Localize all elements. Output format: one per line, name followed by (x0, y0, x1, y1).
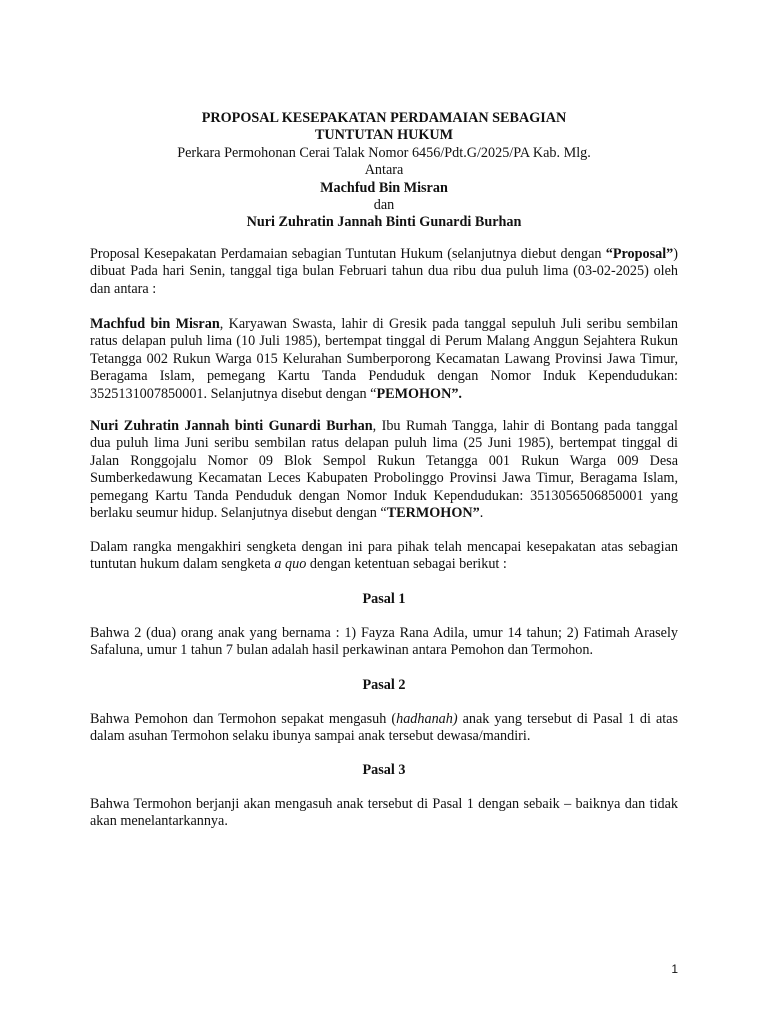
pasal-2-text: Bahwa Pemohon dan Termohon sepakat mengasuh ( (90, 711, 397, 727)
hadhanah-term: hadhanah) (396, 711, 458, 727)
agreement-text: dengan ketentuan sebagai berikut : (306, 556, 507, 573)
pemohon-paragraph (90, 316, 678, 403)
pemohon-text: , Karyawan Swasta, lahir di Gresik pada tanggal sepuluh Juli seribu sembilan (219, 316, 678, 332)
pasal-2-line-2: dalam asuhan Termohon selaku ibunya sampai anak tersebut dewasa/mandiri. (90, 728, 531, 745)
agreement-text: tuntutan hukum dalam sengketa (90, 556, 275, 573)
termohon-line-6 (90, 505, 678, 522)
pasal-2-heading: Pasal 2 (362, 677, 406, 693)
termohon-line-2: dua puluh lima Juni seribu sembilan ratus delapan puluh lima (25 Juni 1985), bertempat tinggal di (90, 435, 678, 452)
pemohon-line-1 (90, 316, 678, 333)
termohon-line-3: Jalan Ronggojalu Nomor 09 Blok Sempol Rukun Tetangga 001 Rukun Warga 009 Desa (90, 452, 678, 469)
agreement-line-2 (90, 556, 678, 573)
pemohon-line-3: Tetangga 002 Rukun Warga 015 Kelurahan Sumberporong Kecamatan Lawang Provinsi Jawa Timur, (90, 350, 678, 367)
pasal-3-line-1: Bahwa Termohon berjanji akan mengasuh anak tersebut di Pasal 1 dengan sebaik – baiknya dan tidak (90, 796, 678, 812)
intro-paragraph (90, 246, 678, 298)
termohon-name: Nuri Zuhratin Jannah binti Gunardi Burhan (90, 418, 373, 434)
title-line-1: PROPOSAL KESEPAKATAN PERDAMAIAN SEBAGIAN (201, 110, 567, 126)
pasal-2-paragraph (90, 711, 678, 746)
intro-line-2: dibuat Pada hari Senin, tanggal tiga bulan Februari tahun dua ribu dua puluh lima (03-02-2025) oleh (90, 263, 678, 280)
termohon-text: , Ibu Rumah Tangga, lahir di Bontang pada tanggal (372, 418, 678, 434)
pasal-3-heading: Pasal 3 (362, 762, 406, 778)
termohon-text: berlaku seumur hidup. Selanjutnya disebut dengan “ (90, 505, 387, 522)
between-label: Antara (364, 162, 404, 179)
intro-line-1 (90, 246, 678, 263)
and-label: dan (373, 197, 395, 214)
pemohon-line-5 (90, 386, 678, 403)
pasal-2-line-1 (90, 711, 678, 728)
intro-line-3: dan antara : (90, 280, 157, 297)
termohon-text: . (479, 505, 484, 522)
termohon-label: TERMOHON” (386, 505, 480, 522)
agreement-line-1: Dalam rangka mengakhiri sengketa dengan ini para pihak telah mencapai kesepakatan atas sebagian (90, 539, 678, 555)
party-2-name: Nuri Zuhratin Jannah Binti Gunardi Burhan (246, 214, 522, 231)
proposal-term: “Proposal” (605, 246, 674, 262)
pemohon-line-2: ratus delapan puluh lima (10 Juli 1985), bertempat tinggal di Perum Malang Anggun Sejahtera Rukun (90, 333, 678, 350)
page-number: 1 (671, 962, 678, 976)
termohon-line-5: pemegang Kartu Tanda Penduduk dengan Nomor Induk Kependudukan: 3513056506850001 yang (90, 487, 678, 504)
pemohon-text: 3525131007850001. Selanjutnya disebut dengan “ (90, 385, 377, 402)
pasal-1-line-1: Bahwa 2 (dua) orang anak yang bernama : 1) Fayza Rana Adila, umur 14 tahun; 2) Fatimah Arasely (90, 625, 678, 641)
termohon-paragraph (90, 418, 678, 522)
pemohon-name: Machfud bin Misran (90, 316, 220, 332)
pemohon-line-4: Beragama Islam, pemegang Kartu Tanda Penduduk dengan Nomor Induk Kependudukan: (90, 368, 678, 385)
intro-text: ) (673, 246, 678, 262)
intro-text: Proposal Kesepakatan Perdamaian sebagian Tuntutan Hukum (selanjutnya diebut dengan (90, 246, 606, 262)
pasal-1-heading: Pasal 1 (362, 591, 406, 607)
title-line-2: TUNTUTAN HUKUM (314, 127, 454, 144)
pemohon-label: PEMOHON”. (376, 385, 462, 402)
termohon-line-1 (90, 418, 678, 435)
pasal-1-line-2: Safaluna, umur 1 tahun 7 bulan adalah hasil perkawinan antara Pemohon dan Termohon. (90, 642, 594, 659)
document-header (90, 110, 678, 232)
pasal-3-line-2: akan menelantarkannya. (90, 813, 228, 830)
pasal-1-paragraph (90, 625, 678, 660)
agreement-paragraph (90, 539, 678, 574)
termohon-line-4: Sumberkedawung Kecamatan Leces Kabupaten Probolinggo Provinsi Jawa Timur, Beragama Islam, (90, 470, 678, 487)
pasal-2-text: anak yang tersebut di Pasal 1 di atas (457, 711, 678, 727)
pasal-3-paragraph (90, 796, 678, 831)
a-quo-term: a quo (274, 556, 307, 573)
case-number-line: Perkara Permohonan Cerai Talak Nomor 6456/Pdt.G/2025/PA Kab. Mlg. (177, 144, 591, 161)
party-1-name: Machfud Bin Misran (320, 179, 448, 196)
